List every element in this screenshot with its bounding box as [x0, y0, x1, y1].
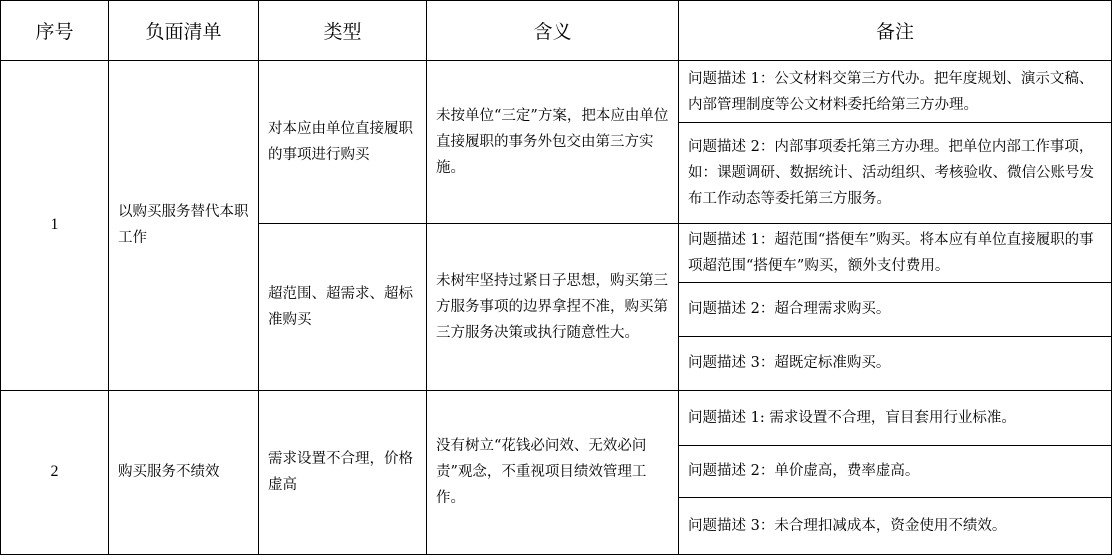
row-1-type-2: 超范围、超需求、超标准购买 — [259, 224, 427, 390]
header-negative-list: 负面清单 — [109, 1, 259, 61]
row-2-type-1-note-3: 问题描述 3：未合理扣减成本，资金使用不绩效。 — [679, 497, 1112, 554]
table-row — [1, 61, 1112, 123]
row-1-type-1: 对本应由单位直接履职的事项进行购买 — [259, 61, 427, 224]
row-1-type-1-note-2: 问题描述 2：内部事项委托第三方办理。把单位内部工作事项，如：课题调研、数据统计、活动组织、考核验收、微信公账号发布工作动态等委托第三方服务。 — [679, 123, 1112, 224]
row-1-type-1-note-1: 问题描述 1：公文材料交第三方代办。把年度规划、演示文稿、内部管理制度等公文材料委托给第三方办理。 — [679, 61, 1112, 123]
row-1-type-2-note-1: 问题描述 1：超范围“搭便车”购买。将本应有单位直接履职的事项超范围“搭便车”购买，额外支付费用。 — [679, 224, 1112, 283]
header-row — [1, 1, 1112, 61]
header-seq: 序号 — [1, 1, 109, 61]
row-1-type-2-meaning: 未树牢坚持过紧日子思想，购买第三方服务事项的边界拿捏不准，购买第三方服务决策或执行随意性大。 — [427, 224, 679, 390]
row-1-type-1-meaning: 未按单位“三定”方案，把本应由单位直接履职的事务外包交由第三方实施。 — [427, 61, 679, 224]
row-2-type-1: 需求设置不合理，价格虚高 — [259, 390, 427, 554]
row-1-type-2-note-3: 问题描述 3：超既定标准购买。 — [679, 336, 1112, 390]
table-row — [1, 390, 1112, 445]
header-meaning: 含义 — [427, 1, 679, 61]
row-2-seq: 2 — [1, 390, 109, 554]
header-type: 类型 — [259, 1, 427, 61]
row-1-seq: 1 — [1, 61, 109, 391]
row-2-negative-list: 购买服务不绩效 — [109, 390, 259, 554]
row-1-type-2-note-2: 问题描述 2：超合理需求购买。 — [679, 283, 1112, 336]
row-2-type-1-note-1: 问题描述 1: 需求设置不合理，盲目套用行业标准。 — [679, 390, 1112, 445]
row-1-negative-list: 以购买服务替代本职工作 — [109, 61, 259, 391]
row-2-type-1-meaning: 没有树立“花钱必问效、无效必问责”观念，不重视项目绩效管理工作。 — [427, 390, 679, 554]
header-notes: 备注 — [679, 1, 1112, 61]
row-2-type-1-note-2: 问题描述 2：单价虚高，费率虚高。 — [679, 445, 1112, 497]
